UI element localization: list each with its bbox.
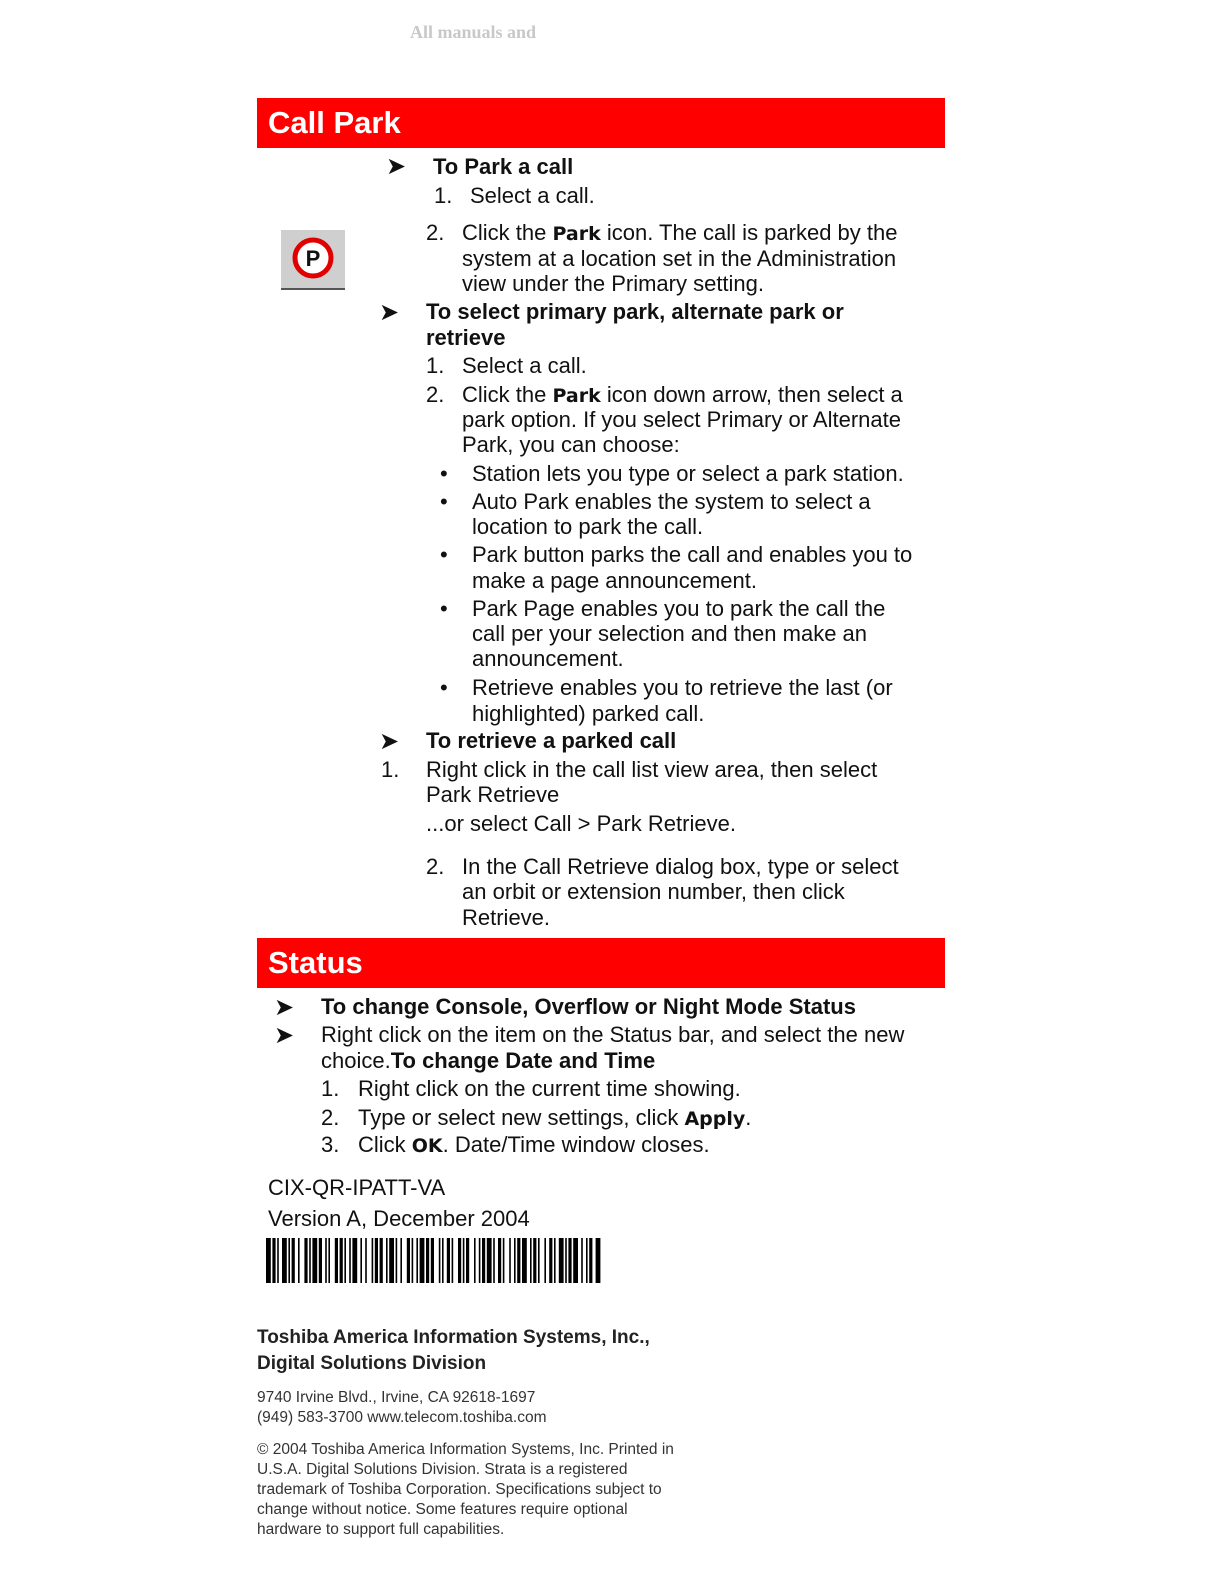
step-text: Select a call. — [470, 183, 595, 208]
doc-code: CIX-QR-IPATT-VA — [268, 1175, 446, 1200]
barcode-bar — [372, 1238, 374, 1283]
park-icon — [281, 230, 345, 290]
bullet-text: Park Page enables you to park the call the — [472, 596, 886, 621]
barcode-bar — [282, 1238, 287, 1283]
retrieve-heading: To retrieve a parked call — [426, 728, 677, 753]
step-text: ...or select Call > Park Retrieve. — [426, 811, 736, 836]
status-heading: To change Console, Overflow or Night Mode Status — [321, 994, 856, 1019]
company-division: Digital Solutions Division — [257, 1353, 487, 1374]
barcode-bar — [447, 1238, 450, 1283]
barcode-bar — [360, 1238, 362, 1283]
barcode-bar — [549, 1238, 552, 1283]
legal-text: U.S.A. Digital Solutions Division. Strata is a registered — [257, 1461, 628, 1478]
arrow-icon: ➤ — [386, 153, 407, 180]
legal-text: change without notice. Some features require optional — [257, 1501, 628, 1518]
barcode-bar — [426, 1238, 429, 1283]
status-text: Right click on the item on the Status bar, and select the new — [321, 1022, 905, 1047]
step-text: an orbit or extension number, then click — [462, 879, 845, 904]
barcode-bar — [431, 1238, 434, 1283]
bullet: • — [440, 675, 448, 700]
barcode — [266, 1238, 762, 1283]
barcode-bar — [466, 1238, 469, 1283]
bullet-text: Auto Park enables the system to select a — [472, 489, 871, 514]
step-text: Type or select new settings, click Apply. — [358, 1105, 752, 1130]
step-text: Right click in the call list view area, then select — [426, 757, 878, 782]
barcode-bar — [349, 1238, 351, 1283]
step-number: 2. — [426, 220, 445, 245]
barcode-bar — [400, 1238, 402, 1283]
barcode-bar — [396, 1238, 398, 1283]
select-park-heading: To select primary park, alternate park or — [426, 299, 844, 324]
barcode-bar — [565, 1238, 567, 1283]
step-text: view under the Primary setting. — [462, 271, 765, 296]
barcode-bar — [514, 1238, 516, 1283]
barcode-bar — [328, 1238, 330, 1283]
section-title: Call Park — [268, 105, 401, 140]
step-text: Click the Park icon. The call is parked by the — [462, 220, 898, 245]
barcode-bar — [581, 1238, 583, 1283]
barcode-bar — [420, 1238, 425, 1283]
barcode-bar — [522, 1238, 527, 1283]
barcode-bar — [335, 1238, 338, 1283]
call-park-banner — [257, 98, 945, 148]
bullet-text: highlighted) parked call. — [472, 701, 705, 726]
barcode-bar — [493, 1238, 495, 1283]
step-text: park option. If you select Primary or Alternate — [462, 407, 901, 432]
barcode-bar — [292, 1238, 295, 1283]
barcode-bar — [272, 1238, 275, 1283]
barcode-bar — [304, 1238, 307, 1283]
bullet-text: make a page announcement. — [472, 568, 757, 593]
step-number: 2. — [321, 1105, 340, 1130]
barcode-bar — [340, 1238, 343, 1283]
barcode-bar — [482, 1238, 485, 1283]
arrow-icon: ➤ — [379, 728, 400, 755]
barcode-bar — [386, 1238, 388, 1283]
company-name: Toshiba America Information Systems, Inc., — [257, 1327, 650, 1348]
step-text: Park, you can choose: — [462, 432, 680, 457]
barcode-bar — [463, 1238, 465, 1283]
park-call-heading: To Park a call — [433, 154, 574, 179]
bullet: • — [440, 542, 448, 567]
apply-keyword: Apply — [684, 1108, 746, 1130]
section-title: Status — [268, 945, 363, 980]
bullet-text: announcement. — [472, 646, 624, 671]
select-park-heading: retrieve — [426, 325, 506, 350]
barcode-bar — [407, 1238, 410, 1283]
barcode-bar — [298, 1238, 300, 1283]
arrow-icon: ➤ — [379, 299, 400, 326]
arrow-icon: ➤ — [274, 1022, 295, 1049]
barcode-bar — [309, 1238, 311, 1283]
barcode-bar — [554, 1238, 556, 1283]
barcode-bar — [533, 1238, 536, 1283]
ok-keyword: OK — [411, 1135, 443, 1157]
barcode-bar — [568, 1238, 571, 1283]
barcode-bar — [503, 1238, 505, 1283]
step-text: In the Call Retrieve dialog box, type or select — [462, 854, 899, 879]
bullet-text: call per your selection and then make an — [472, 621, 868, 646]
barcode-bar — [589, 1238, 592, 1283]
barcode-bar — [375, 1238, 378, 1283]
barcode-bar — [412, 1238, 414, 1283]
bullet: • — [440, 461, 448, 486]
barcode-bar — [266, 1238, 271, 1283]
barcode-bar — [452, 1238, 454, 1283]
barcode-bar — [573, 1238, 578, 1283]
step-text: Right click on the current time showing. — [358, 1076, 741, 1101]
barcode-bar — [530, 1238, 532, 1283]
arrow-icon: ➤ — [274, 994, 295, 1021]
bullet: • — [440, 489, 448, 514]
step-text: Click OK. Date/Time window closes. — [358, 1132, 710, 1157]
barcode-bar — [325, 1238, 327, 1283]
legal-text: trademark of Toshiba Corporation. Specifications subject to — [257, 1481, 662, 1498]
barcode-bar — [538, 1238, 540, 1283]
date-time-heading: To change Date and Time — [390, 1048, 656, 1073]
barcode-bar — [544, 1238, 546, 1283]
step-number: 1. — [426, 353, 445, 378]
barcode-bar — [509, 1238, 511, 1283]
bullet-text: Station lets you type or select a park station. — [472, 461, 904, 486]
step-number: 2. — [426, 854, 445, 879]
bullet-text: Retrieve enables you to retrieve the last (or — [472, 675, 893, 700]
step-number: 1. — [381, 757, 400, 782]
barcode-bar — [487, 1238, 492, 1283]
step-number: 3. — [321, 1132, 340, 1157]
barcode-bar — [288, 1238, 290, 1283]
step-text: Retrieve. — [462, 905, 551, 930]
barcode-bar — [474, 1238, 476, 1283]
step-text: Click the Park icon down arrow, then select a — [462, 382, 903, 407]
barcode-bar — [439, 1238, 441, 1283]
barcode-bar — [380, 1238, 383, 1283]
bullet-text: location to park the call. — [472, 514, 704, 539]
barcode-bar — [442, 1238, 444, 1283]
watermark: All manuals and — [410, 22, 537, 42]
step-number: 2. — [426, 382, 445, 407]
barcode-bar — [389, 1238, 394, 1283]
step-text: system at a location set in the Administration — [462, 246, 897, 271]
barcode-bar — [319, 1238, 322, 1283]
legal-text: © 2004 Toshiba America Information Systems, Inc. Printed in — [257, 1441, 674, 1458]
step-number: 1. — [321, 1076, 340, 1101]
barcode-bar — [517, 1238, 520, 1283]
park-keyword: Park — [552, 223, 601, 245]
barcode-bar — [312, 1238, 317, 1283]
barcode-bar — [458, 1238, 461, 1283]
version-text: Version A, December 2004 — [268, 1206, 530, 1231]
step-text: Park Retrieve — [426, 782, 560, 807]
status-text: choice.To change Date and Time — [321, 1048, 656, 1073]
legal-text: hardware to support full capabilities. — [257, 1521, 505, 1538]
barcode-bar — [559, 1238, 564, 1283]
barcode-bar — [498, 1238, 501, 1283]
step-text: Select a call. — [462, 353, 587, 378]
status-banner — [257, 938, 945, 988]
svg-text:P: P — [305, 246, 321, 271]
barcode-bar — [479, 1238, 481, 1283]
bullet: • — [440, 596, 448, 621]
phone-web: (949) 583-3700 www.telecom.toshiba.com — [257, 1409, 547, 1426]
barcode-bar — [586, 1238, 588, 1283]
barcode-bar — [365, 1238, 367, 1283]
barcode-bar — [344, 1238, 346, 1283]
barcode-bar — [416, 1238, 418, 1283]
step-number: 1. — [434, 183, 453, 208]
address: 9740 Irvine Blvd., Irvine, CA 92618-1697 — [257, 1389, 536, 1406]
park-keyword: Park — [552, 385, 601, 407]
barcode-bar — [352, 1238, 357, 1283]
barcode-bar — [596, 1238, 601, 1283]
barcode-bar — [277, 1238, 279, 1283]
bullet-text: Park button parks the call and enables you to — [472, 542, 913, 567]
